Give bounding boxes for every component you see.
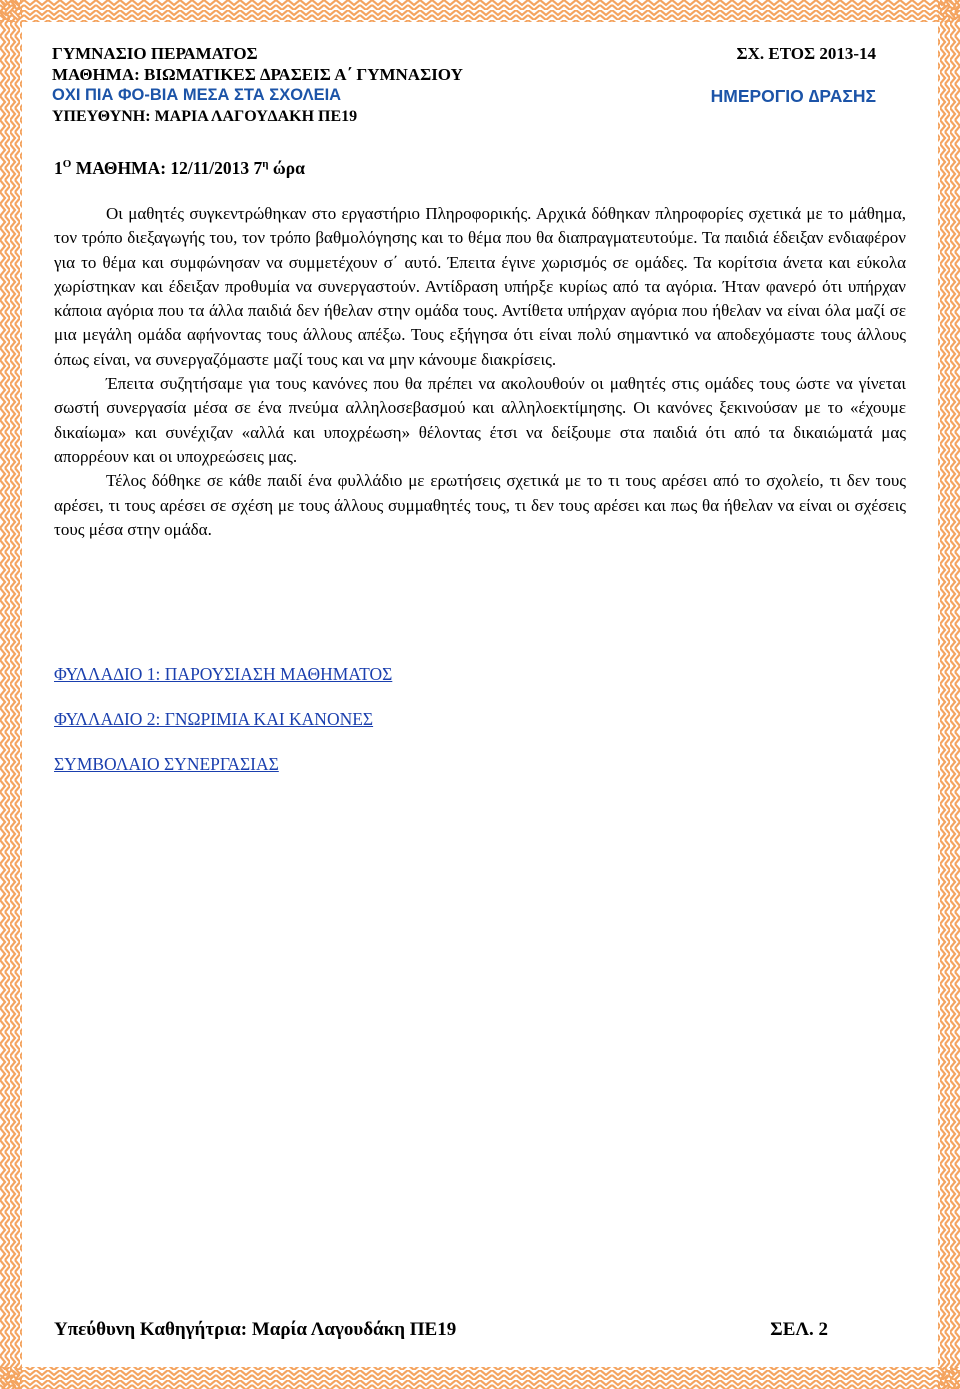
project-title: ΟΧΙ ΠΙΑ ΦΟ-ΒΙΑ ΜΕΣΑ ΣΤΑ ΣΧΟΛΕΙΑ (52, 86, 342, 104)
header-row-2 (52, 65, 908, 87)
paragraph-1: Οι μαθητές συγκεντρώθηκαν στο εργαστήριο Πληροφορικής. Αρχικά δόθηκαν πληροφορίες σχετικά με το μάθημα, τον τρόπο διεξαγωγής του, τον τρόπο βαθμολόγησης και το θέμα που θα διαπραγματευτούμε. Τα παιδιά έδειξαν ενδιαφέρον για το θέμα και συμφώνησαν να συμμετέχουν σ΄ αυτό. Έπειτα έγινε χωρισμός σε ομάδες. Τα κορίτσια άνετα και εύκολα χωρίστηκαν και έδειξαν προθυμία να συνεργαστούν. Αντίδραση υπήρξε κυρίως από τα αγόρια. Ήταν φανερό ότι υπήρχαν κάποια αγόρια που τα άλλα παιδιά δεν ήθελαν στην ομάδα τους. Αντίθετα υπήρχαν αγόρια που ήθελαν να είναι όλα μαζί σε μια μεγάλη ομάδα αφήνοντας τους άλλους απέξω. Τους εξήγησα ότι είναι πολύ σημαντικό να αποδεχόμαστε τους άλλους όπως είναι, να συνεργαζόμαστε μαζί τους και να μην κάνουμε διακρίσεις. (54, 204, 906, 369)
paragraph-3: Τέλος δόθηκε σε κάθε παιδί ένα φυλλάδιο με ερωτήσεις σχετικά με το τι τους αρέσει από το σχολείο, τι δεν τους αρέσει, τι τους αρέσει σε σχέση με τους άλλους συμμαθητές τους, τι δεν τους αρέσει και πως θα ήθελαν να είναι οι σχέσεις τους μέσα στην ομάδα. (54, 471, 906, 539)
handout-links (54, 664, 392, 799)
lesson-description (54, 202, 906, 542)
header-row-4 (52, 108, 908, 130)
footer-teacher: Υπεύθυνη Καθηγήτρια: Μαρία Λαγουδάκη ΠΕ19 (54, 1319, 457, 1340)
footer-page-number: ΣΕΛ. 2 (770, 1319, 828, 1340)
paragraph-2: Έπειτα συζητήσαμε για τους κανόνες που θα πρέπει να ακολουθούν οι μαθητές στις ομάδες τους ώστε να γίνεται σωστή συνεργασία μέσα σε ένα πνεύμα αλληλοσεβασμού και αλληλοεκτίμησης. Οι κανόνες ξεκινούσαν με το «έχουμε δικαίωμα» και συνέχιζαν «αλλά και υποχρέωση» θέλοντας έτσι να δείξουμε στα παιδιά ότι από τα δικαιώματά μας απορρέουν και οι υποχρεώσεις μας. (54, 374, 906, 466)
responsible-teacher: ΥΠΕΥΘΥΝΗ: ΜΑΡΙΑ ΛΑΓΟΥ∆ΑΚΗ ΠΕ19 (52, 108, 358, 125)
document-page (52, 36, 908, 1356)
course-name: ΜΑΘΗΜΑ: ΒΙΩΜΑΤΙΚΕΣ ∆ΡΑΣΕΙΣ Α΄ ΓΥΜΝΑΣΙΟΥ (52, 65, 463, 84)
journal-title: ΗΜΕΡΟΓΙΟ ∆ΡΑΣΗΣ (710, 86, 876, 106)
handout-1-link[interactable]: ΦΥΛΛΑ∆ΙΟ 1: ΠΑΡΟΥΣΙΑΣΗ ΜΑΘΗΜΑΤΟΣ (54, 664, 393, 684)
header-row-1 (52, 44, 908, 66)
header-row-3 (52, 86, 908, 108)
school-name: ΓΥΜΝΑΣΙΟ ΠΕΡΑΜΑΤΟΣ (52, 44, 258, 63)
lesson-title: $1^O$ ΜΑΘΗΜΑ: 12/11/2013 $7^\eta$ ώρα (54, 158, 305, 178)
cooperation-contract-link[interactable]: ΣΥΜΒΟΛΑΙΟ ΣΥΝΕΡΓΑΣΙΑΣ (54, 754, 279, 774)
handout-2-link[interactable]: ΦΥΛΛΑ∆ΙΟ 2: ΓΝΩΡΙΜΙΑ ΚΑΙ ΚΑΝΟΝΕΣ (54, 709, 374, 729)
school-year: ΣΧ. ΕΤΟΣ 2013-14 (736, 44, 876, 63)
